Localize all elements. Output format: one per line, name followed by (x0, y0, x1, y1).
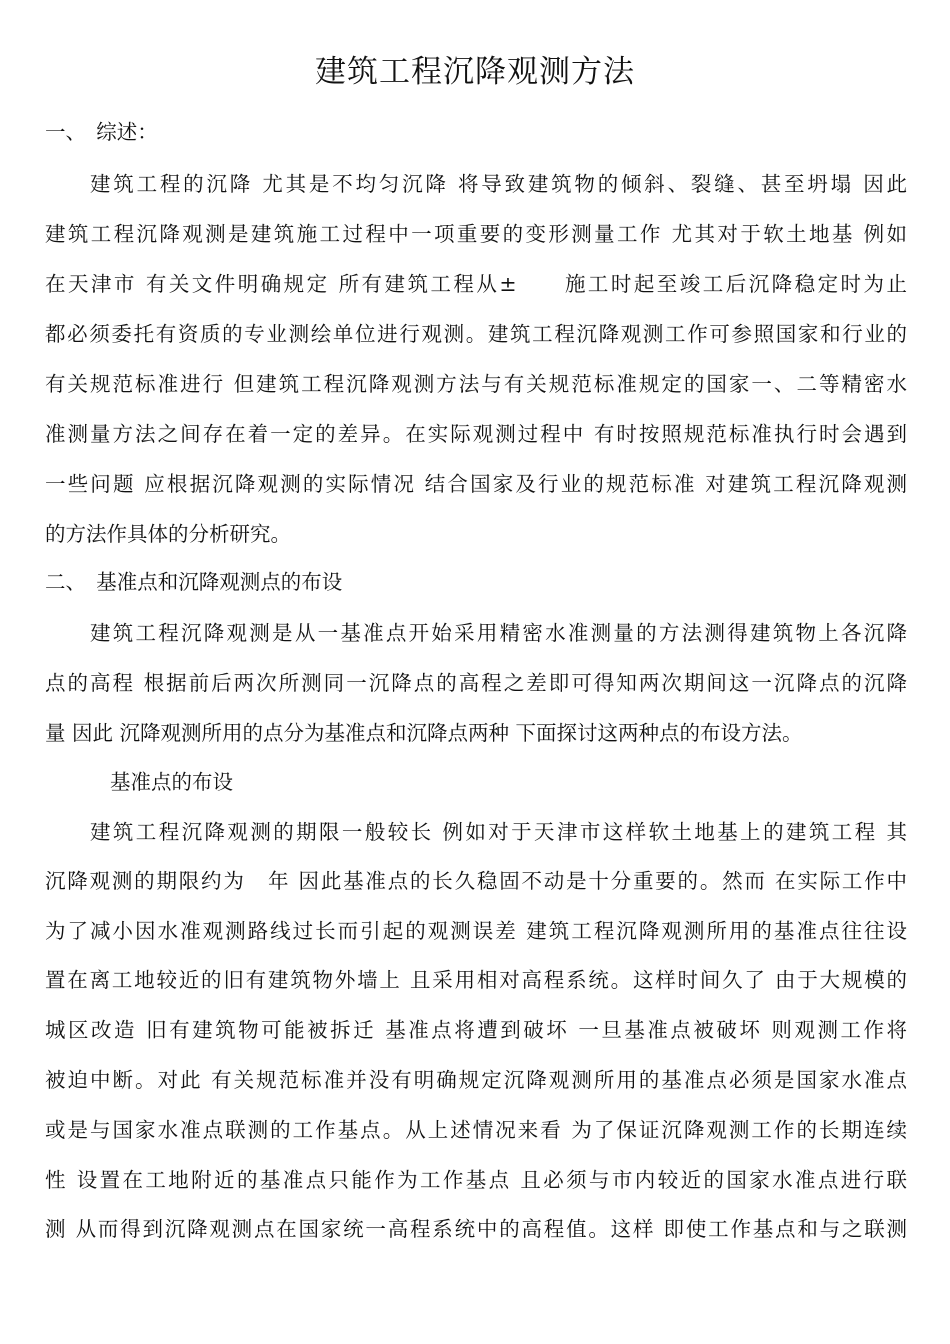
paragraph-line: 在天津市 有关文件明确规定 所有建筑工程从± 施工时起至竣工后沉降稳定时为止 (45, 272, 907, 296)
paragraph-line: 点的高程 根据前后两次所测同一沉降点的高程之差即可得知两次期间这一沉降点的沉降 (45, 671, 907, 695)
paragraph-line: 建筑工程的沉降 尤其是不均匀沉降 将导致建筑物的倾斜、裂缝、甚至坍塌 因此 (90, 172, 907, 196)
paragraph-line: 测 从而得到沉降观测点在国家统一高程系统中的高程值。这样 即使工作基点和与之联测 (45, 1217, 907, 1241)
paragraph-line: 一些问题 应根据沉降观测的实际情况 结合国家及行业的规范标准 对建筑工程沉降观测 (45, 472, 907, 496)
document-title: 建筑工程沉降观测方法 (315, 54, 635, 90)
paragraph-line: 建筑工程沉降观测的期限一般较长 例如对于天津市这样软土地基上的建筑工程 其 (90, 820, 907, 844)
paragraph-line: 城区改造 旧有建筑物可能被拆迁 基准点将遭到破坏 一旦基准点被破坏 则观测工作将 (45, 1018, 907, 1042)
paragraph-line: 建筑工程沉降观测是从一基准点开始采用精密水准测量的方法测得建筑物上各沉降 (90, 621, 907, 645)
paragraph-line: 沉降观测的期限约为 年 因此基准点的长久稳固不动是十分重要的。然而 在实际工作中 (45, 869, 907, 893)
subheading: 基准点的布设 (110, 770, 233, 794)
paragraph-line: 的方法作具体的分析研究。 (45, 522, 291, 546)
paragraph-line: 被迫中断。对此 有关规范标准并没有明确规定沉降观测所用的基准点必须是国家水准点 (45, 1068, 907, 1092)
paragraph-line: 或是与国家水准点联测的工作基点。从上述情况来看 为了保证沉降观测工作的长期连续 (45, 1118, 907, 1142)
paragraph-line: 准测量方法之间存在着一定的差异。在实际观测过程中 有时按照规范标准执行时会遇到 (45, 422, 907, 446)
paragraph-line: 性 设置在工地附近的基准点只能作为工作基点 且必须与市内较近的国家水准点进行联 (45, 1168, 907, 1192)
paragraph-line: 置在离工地较近的旧有建筑物外墙上 且采用相对高程系统。这样时间久了 由于大规模的 (45, 968, 907, 992)
paragraph-line: 都必须委托有资质的专业测绘单位进行观测。建筑工程沉降观测工作可参照国家和行业的 (45, 322, 907, 346)
paragraph-line: 为了减小因水准观测路线过长而引起的观测误差 建筑工程沉降观测所用的基准点往往设 (45, 919, 907, 943)
section-heading-1: 一、 综述： (45, 120, 158, 144)
paragraph-line: 建筑工程沉降观测是建筑施工过程中一项重要的变形测量工作 尤其对于软土地基 例如 (45, 222, 907, 246)
paragraph-line: 有关规范标准进行 但建筑工程沉降观测方法与有关规范标准规定的国家一、二等精密水 (45, 372, 907, 396)
section-heading-2: 二、 基准点和沉降观测点的布设 (45, 570, 343, 594)
paragraph-line: 量 因此 沉降观测所用的点分为基准点和沉降点两种 下面探讨这两种点的布设方法。 (45, 721, 803, 745)
